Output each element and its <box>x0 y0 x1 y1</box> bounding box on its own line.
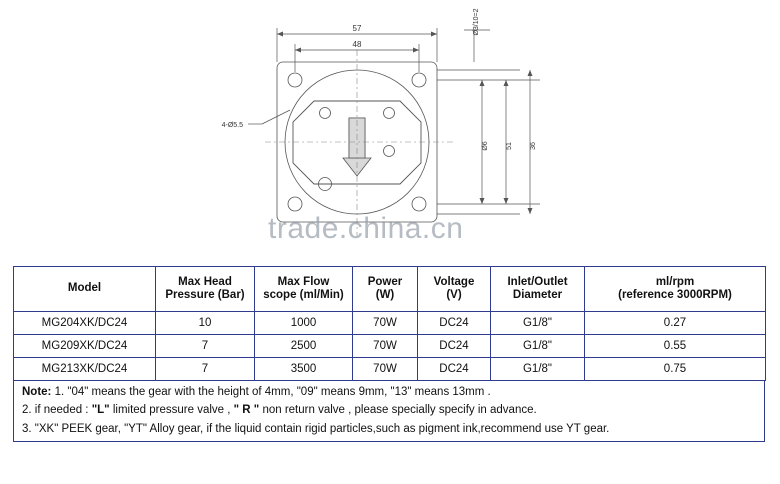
col-header-voltage-line2: (V) <box>446 289 462 301</box>
cell-max-flow: 2500 <box>255 335 353 358</box>
table-row <box>14 335 766 358</box>
dim-overall-width: 57 <box>352 24 362 33</box>
cell-voltage: DC24 <box>418 358 491 381</box>
table-header-row <box>14 267 766 312</box>
cell-max-flow: 3500 <box>255 358 353 381</box>
note-2-part-d: " R " <box>233 404 260 417</box>
note-2-part-b: "L" <box>91 404 110 417</box>
col-header-max-flow-line2: scope (ml/Min) <box>263 289 344 301</box>
cell-model: MG209XK/DC24 <box>14 335 156 358</box>
col-header-power-line2: (W) <box>375 289 395 301</box>
watermark: trade.china.cn <box>268 212 464 245</box>
col-header-power <box>353 267 418 312</box>
cell-power: 70W <box>353 358 418 381</box>
cell-max-flow: 1000 <box>255 312 353 335</box>
col-header-ml-per-rpm-line2: (reference 3000RPM) <box>618 289 732 301</box>
cell-diameter: G1/8" <box>491 358 585 381</box>
specification-block <box>13 266 765 442</box>
note-2-part-e: non return valve , please specially specify in advance. <box>259 404 537 417</box>
dim-top-right: Ø3/10=2 <box>473 8 480 36</box>
cell-max-head-pressure: 7 <box>156 335 255 358</box>
dim-right-b: 51 <box>506 142 513 150</box>
table-row <box>14 312 766 335</box>
cell-power: 70W <box>353 312 418 335</box>
cell-voltage: DC24 <box>418 312 491 335</box>
cell-model: MG213XK/DC24 <box>14 358 156 381</box>
col-header-model-line2: Model <box>67 282 102 295</box>
col-header-ml-per-rpm <box>585 267 766 312</box>
col-header-max-head-pressure-line1: Max Head <box>178 275 232 288</box>
note-2-part-a: 2. if needed : <box>22 404 92 417</box>
note-line-3: 3. "XK" PEEK gear, "YT" Alloy gear, if the liquid contain rigid particles,such as pigment ink,recommend use YT gear. <box>22 422 610 435</box>
note-2-part-c: limited pressure valve , <box>109 404 234 417</box>
col-header-diameter-line1: Inlet/Outlet <box>507 275 568 288</box>
cell-ml-per-rpm: 0.27 <box>585 312 766 335</box>
dim-inner-width: 48 <box>352 40 362 49</box>
table-row <box>14 358 766 381</box>
specification-table <box>13 266 766 381</box>
cell-max-head-pressure: 7 <box>156 358 255 381</box>
cell-max-head-pressure: 10 <box>156 312 255 335</box>
notes-section <box>13 381 765 442</box>
col-header-model <box>14 267 156 312</box>
col-header-voltage-line1: Voltage <box>433 275 475 288</box>
col-header-max-flow-line1: Max Flow <box>277 275 330 288</box>
col-header-max-flow <box>255 267 353 312</box>
note-line-2 <box>14 401 764 419</box>
note-line-1 <box>14 383 764 401</box>
col-header-diameter-line2: Diameter <box>512 289 563 301</box>
col-header-max-head-pressure <box>156 267 255 312</box>
dim-right-c: 36 <box>530 142 537 150</box>
cell-diameter: G1/8" <box>491 312 585 335</box>
col-header-max-head-pressure-line2: Pressure (Bar) <box>165 289 245 301</box>
cell-power: 70W <box>353 335 418 358</box>
note-1-text: 1. "04" means the gear with the height of 4mm, "09" means 9mm, "13" means 13mm . <box>54 386 491 398</box>
col-header-diameter <box>491 267 585 312</box>
cell-voltage: DC24 <box>418 335 491 358</box>
col-header-power-line1: Power <box>367 275 403 288</box>
note-label: Note: <box>22 386 52 398</box>
cell-ml-per-rpm: 0.55 <box>585 335 766 358</box>
cell-diameter: G1/8" <box>491 335 585 358</box>
dim-right-a: Ø6 <box>482 141 489 151</box>
cell-ml-per-rpm: 0.75 <box>585 358 766 381</box>
col-header-ml-per-rpm-line1: ml/rpm <box>655 275 695 288</box>
cell-model: MG204XK/DC24 <box>14 312 156 335</box>
dim-bolt-hole-note: 4-Ø5.5 <box>221 122 243 129</box>
col-header-voltage <box>418 267 491 312</box>
